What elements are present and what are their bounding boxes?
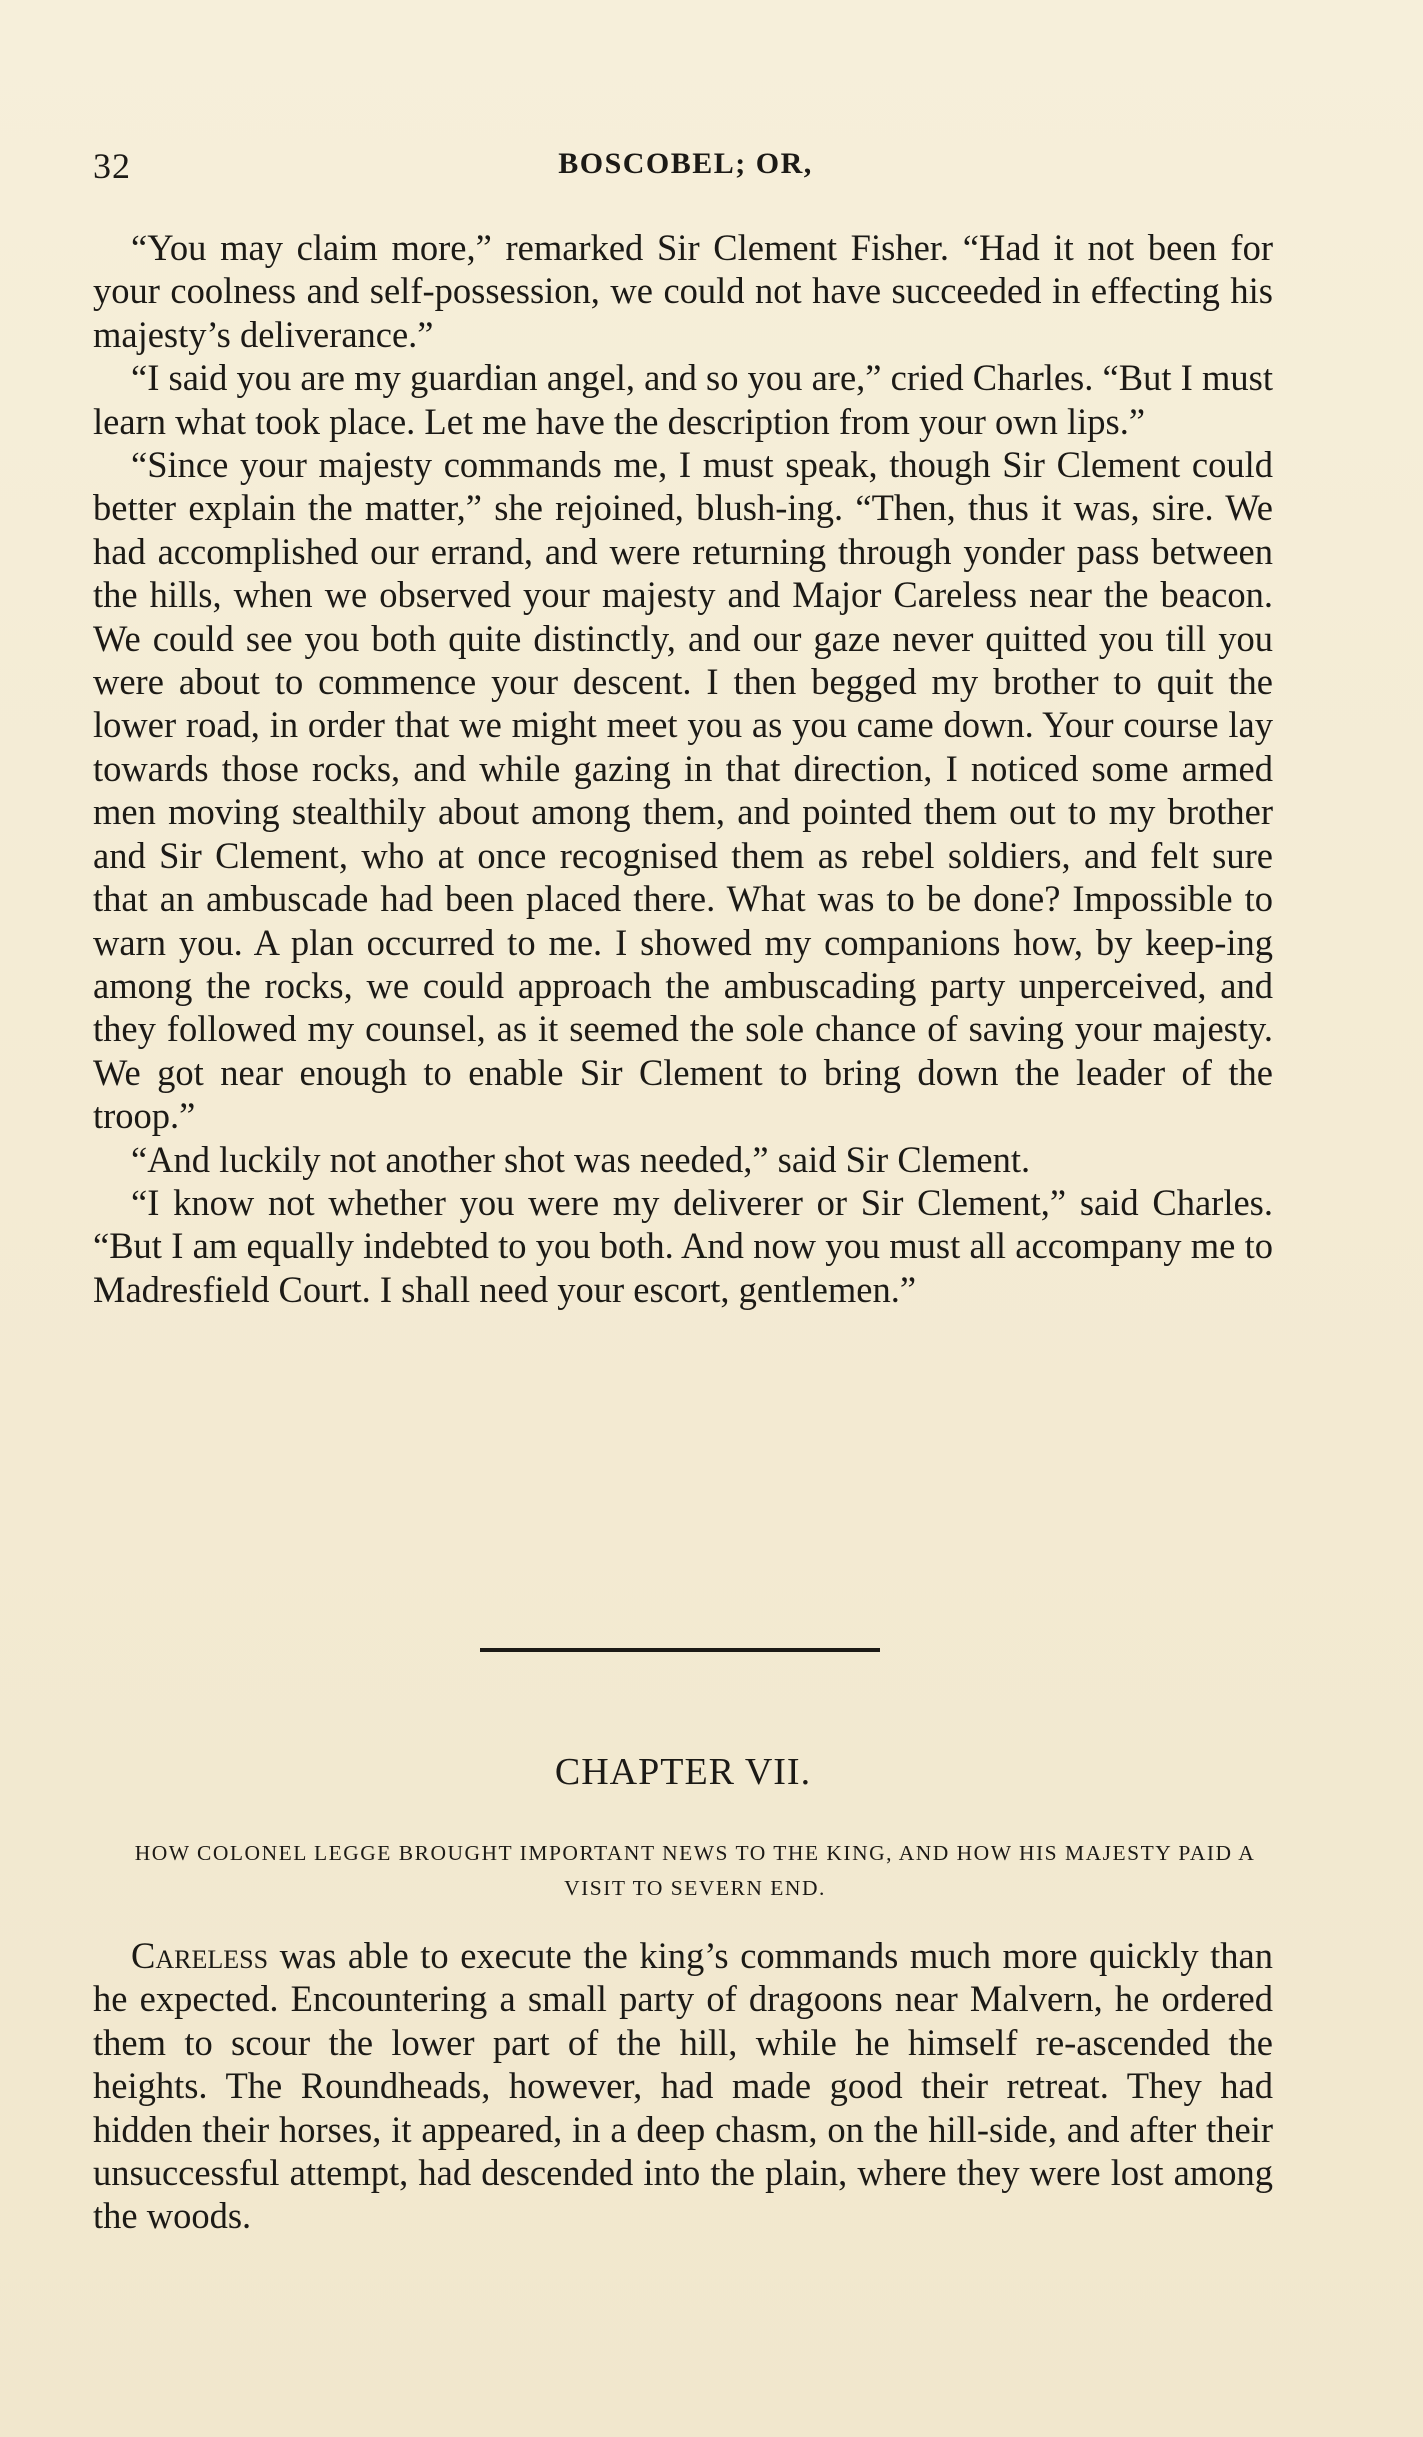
chapter-opening-paragraph — [93, 1934, 1273, 2238]
paragraph: “Since your majesty commands me, I must speak, though Sir Clement could better explain the matter,” she rejoined, blush-ing. “Then, thus it was, sire. We had accomplished our errand, and were returning through yonder pass between the hills, when we observed your majesty and Major Careless near the beacon. We could see you both quite distinctly, and our gaze never quitted you till you were about to commence your descent. I then begged my brother to quit the lower road, in order that we might meet you as you came down. Your course lay towards those rocks, and while gazing in that direction, I noticed some armed men moving stealthily about among them, and pointed them out to my brother and Sir Clement, who at once recognised them as rebel soldiers, and felt sure that an ambuscade had been placed there. What was to be done? Impossible to warn you. A plan occurred to me. I showed my companions how, by keep-ing among the rocks, we could approach the ambuscading party unperceived, and they followed my counsel, as it seemed the sole chance of saving your majesty. We got near enough to enable Sir Clement to bring down the leader of the troop.” — [93, 444, 1273, 1137]
paragraph: “And luckily not another shot was needed,” said Sir Clement. — [131, 1138, 1031, 1180]
chapter-summary: HOW COLONEL LEGGE BROUGHT IMPORTANT NEWS TO THE KING, AND HOW HIS MAJESTY PAID A VISIT TO SEVERN END. — [134, 1841, 1256, 1900]
opening-word: Careless — [131, 1935, 269, 1976]
chapter-text — [93, 1934, 1273, 2238]
paragraph: “You may claim more,” remarked Sir Clement Fisher. “Had it not been for your coolness and self-possession, we could not have succeeded in effecting his majesty’s deliverance.” — [93, 227, 1273, 355]
paragraph: “I said you are my guardian angel, and so you are,” cried Charles. “But I must learn what took place. Let me have the description from your own lips.” — [93, 357, 1273, 442]
page-header — [93, 145, 1278, 195]
section-divider — [480, 1648, 880, 1652]
page-number: 32 — [93, 146, 131, 186]
chapter-heading: CHAPTER VII. — [554, 1751, 812, 1793]
body-text — [93, 226, 1273, 1311]
paragraph: “I know not whether you were my deliverer or Sir Clement,” said Charles. “But I am equally indebted to you both. And now you must all accompany me to Madresfield Court. I shall need your escort, gentlemen.” — [93, 1181, 1273, 1310]
running-head: BOSCOBEL; OR, — [558, 147, 813, 180]
opening-text: was able to execute the king’s commands much more quickly than he expected. Encountering a small party of dragoons near Malvern, he ordered them to scour the lower part of the hill, while he himself re-ascended the heights. The Roundheads, however, had made good their retreat. They had hidden their horses, it appeared, in a deep chasm, on the hill-side, and after their unsuccessful attempt, had descended into the plain, where they were lost among the woods. — [93, 1935, 1273, 2237]
